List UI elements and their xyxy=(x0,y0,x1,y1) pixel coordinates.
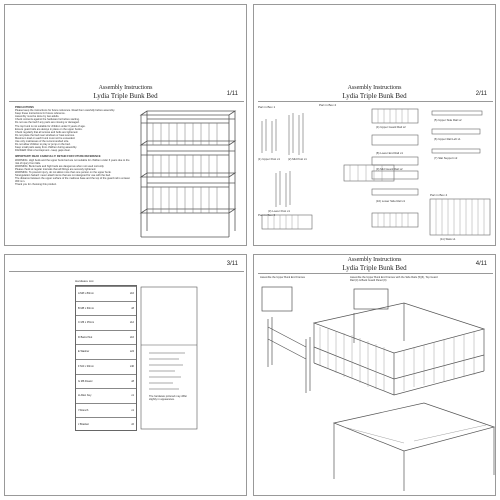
hardware-row xyxy=(76,344,136,359)
step-2-instruction: Assemble the Upper Bunk End Frames with the Side Rails (5)(6), Top Guard Rail (4) & Back Guard Panel (9) xyxy=(350,276,438,283)
part-label: (2) Mid Post x1 xyxy=(288,157,307,161)
page-4-header-subtitle: Lydia Triple Bunk Bed xyxy=(342,264,407,272)
warning-title: IMPORTANT! READ CAREFULLY! RETAIN FOR FUTURE REFERENCE xyxy=(15,155,101,159)
precautions-line: Do not place the bed near windows or heat sources. xyxy=(15,133,75,137)
part-label: (4) Upper Guard Rail x2 xyxy=(376,125,406,129)
part-label: (5) Upper Side Rail x2 xyxy=(434,118,462,122)
precautions-line: Check contents against the hardware list before starting. xyxy=(15,118,80,122)
warning-line: WARNING: To prevent injury, do not allow more than one person on the upper bunk. xyxy=(15,170,112,174)
precautions-line: Maximum load on each bunk must not be exceeded. xyxy=(15,136,76,140)
hardware-name: A M8 x 80mm xyxy=(78,292,94,295)
page-2-header-rule xyxy=(258,101,493,102)
precautions-line: Do not use the bed if any parts are missing or damaged. xyxy=(15,121,80,125)
hardware-name: E Washer xyxy=(78,350,90,354)
hardware-row xyxy=(76,301,136,316)
hardware-name: B M8 x 60mm xyxy=(78,306,94,310)
box-3-label: Part in Box 3 xyxy=(258,213,276,217)
hardware-qty: x12 xyxy=(129,321,134,325)
part-label: (9) Mid Guard Rail x2 xyxy=(376,167,403,171)
hardware-list-title: Hardware List xyxy=(75,279,94,283)
hardware-qty: x1 xyxy=(131,394,134,398)
page-1-number: 1/11 xyxy=(226,91,238,97)
precautions-line: Assembly must be done by two adults. xyxy=(15,115,60,119)
triple-bunk-bed-illustration xyxy=(133,105,245,243)
step-1-instruction: Assemble the Upper Bunk End Frames xyxy=(260,276,305,279)
part-label: (11) Slats x1 xyxy=(440,237,456,241)
page-1-header-rule xyxy=(9,101,244,102)
fastener-illustrations xyxy=(139,285,199,431)
hardware-name: G M6 Dowel xyxy=(78,379,93,383)
precautions-title: PRECAUTIONS xyxy=(15,106,34,109)
warning-line: Thank you for choosing this product. xyxy=(15,183,57,187)
precautions-line: Ensure guard rails are always in place on the upper bunks. xyxy=(15,127,83,131)
hardware-qty: x8 xyxy=(131,306,134,310)
part-label: (10) Lower Side Rail x1 xyxy=(376,199,406,203)
hardware-row xyxy=(76,330,136,345)
precautions-block xyxy=(15,106,130,186)
warning-line: WARNING: High beds and the upper bunk bed are not suitable for children under 6 years due to the risk of injury from falls. xyxy=(15,158,130,165)
precautions-line: Keep these instructions for future reference. xyxy=(15,112,66,116)
hardware-row xyxy=(76,315,136,330)
precautions-line: Please keep the instructions for future reference. Read them carefully before assembly. xyxy=(15,109,116,113)
page-1-header-subtitle: Lydia Triple Bunk Bed xyxy=(93,92,158,100)
warning-line: Please check at regular intervals that all fittings are securely tightened. xyxy=(15,167,97,171)
precautions-line: Use only mattresses of the recommended size. xyxy=(15,140,70,144)
instruction-page-4 xyxy=(253,254,496,496)
part-label: (7) Slat Support x2 xyxy=(434,156,458,160)
hardware-name: C M6 x 35mm xyxy=(78,321,95,325)
page-2-header-subtitle: Lydia Triple Bunk Bed xyxy=(342,92,407,100)
hardware-row xyxy=(76,286,136,301)
hardware-qty: x16 xyxy=(129,335,134,339)
page-2-number: 2/11 xyxy=(475,91,487,97)
page-3-number: 3/11 xyxy=(226,261,238,267)
precautions-line: Check regularly that all screws and bolts are tightened. xyxy=(15,130,79,134)
box-2-label: Part in Box 2 xyxy=(319,103,337,107)
hardware-name: F M4 x 30mm xyxy=(78,365,94,368)
hardware-name: I Wrench xyxy=(78,408,89,412)
hardware-name: H Allen Key xyxy=(78,394,92,398)
part-label: (8) Lower End Rail x1 xyxy=(376,151,403,155)
page-3-header-rule xyxy=(9,271,244,272)
page-2-header-title: Assembly Instructions xyxy=(347,85,402,91)
part-label: (6) Upper Rail Left x1 xyxy=(434,137,461,141)
hardware-note: The hardware pictured may differ slightly in appearance. xyxy=(149,395,188,402)
warning-line: WARNING: Bunk beds and high beds are dangerous when not used correctly. xyxy=(15,164,105,168)
hardware-row xyxy=(76,359,136,374)
hardware-name: J Bracket xyxy=(78,423,89,427)
precautions-line: Do not allow children to play or jump on the bed. xyxy=(15,143,71,147)
warning-line: Strangulation hazard: never attach items that are not designed for use with the bed. xyxy=(15,173,111,177)
warning-line: The distance between the upper surface of the mattress base and the top of the guard rail is at least 300 mm. xyxy=(15,177,130,184)
page-4-header-title: Assembly Instructions xyxy=(347,257,402,263)
hardware-qty: x6 xyxy=(131,423,134,427)
hardware-row xyxy=(76,417,136,432)
hardware-qty: x1 xyxy=(131,408,134,412)
hardware-row xyxy=(76,403,136,418)
hardware-row xyxy=(76,374,136,389)
hardware-table xyxy=(75,285,137,431)
hardware-qty: x24 xyxy=(129,350,134,354)
hardware-qty: x40 xyxy=(129,365,134,368)
precautions-line: DANGER: Risk of entrapment - keep gaps clear. xyxy=(15,149,71,153)
instruction-page-2 xyxy=(253,4,496,246)
hardware-qty: x8 xyxy=(131,379,134,383)
instruction-page-1 xyxy=(4,4,247,246)
part-label: (3) Lower Post x1 xyxy=(268,209,290,213)
instruction-page-3 xyxy=(4,254,247,496)
precautions-line: Keep small parts away from children during assembly. xyxy=(15,146,77,150)
box-4-label: Part in Box 4 xyxy=(430,193,448,197)
hardware-row xyxy=(76,388,136,403)
page-4-number: 4/11 xyxy=(475,261,487,267)
part-label: (1) Upper Post x1 xyxy=(258,157,280,161)
step-assembly-diagram xyxy=(254,283,497,493)
page-4-header-rule xyxy=(258,273,493,274)
hardware-qty: x16 xyxy=(129,292,134,295)
box-1-label: Part in Box 1 xyxy=(258,105,276,109)
precautions-line: The top bunk is not suitable for children under 6 years of age. xyxy=(15,124,86,128)
page-1-header-title: Assembly Instructions xyxy=(98,85,153,91)
hardware-name: D Barrel Nut xyxy=(78,335,93,339)
